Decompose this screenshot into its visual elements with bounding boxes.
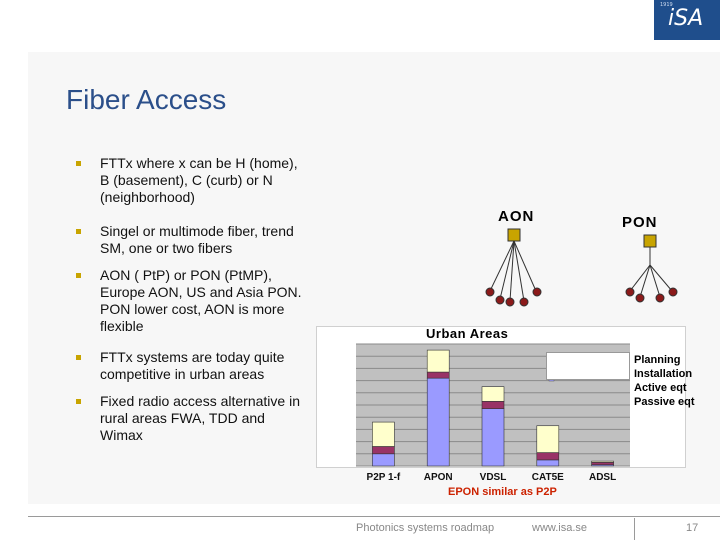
- bullet-text: FTTx where x can be H (home), B (basement), C (curb) or N (neighborhood): [100, 155, 298, 205]
- logo-text: iSA: [668, 6, 704, 31]
- bar-segment-active-eqt: [372, 446, 394, 453]
- bar-segment-installation: [537, 426, 559, 453]
- bar-segment-active-eqt: [482, 401, 504, 408]
- legend-box: [546, 352, 630, 380]
- bar-segment-installation: [427, 350, 449, 372]
- footer-url: www.isa.se: [532, 522, 588, 534]
- x-tick-label: VDSL: [479, 472, 507, 483]
- bar-segment-active-eqt: [537, 453, 559, 460]
- bar-segment-installation: [482, 387, 504, 402]
- chart-caption: EPON similar as P2P: [448, 486, 557, 498]
- slide-title: Fiber Access: [66, 84, 227, 115]
- legend-label-planning: Planning: [634, 354, 681, 366]
- x-tick-label: CAT5E: [531, 472, 564, 483]
- footer-divider: [634, 518, 635, 540]
- bar-segment-passive-eqt: [427, 378, 449, 466]
- bar-segment-passive-eqt: [482, 409, 504, 466]
- pon-label: PON: [622, 214, 658, 231]
- chart-title: Urban Areas: [426, 326, 509, 341]
- bullet-text: Fixed radio access alternative in rural areas FWA, TDD and Wimax: [100, 393, 300, 443]
- x-tick-label: P2P 1-f: [366, 472, 401, 483]
- bar-segment-installation: [372, 422, 394, 446]
- page-number: 17: [686, 522, 699, 534]
- x-tick-label: APON: [423, 472, 453, 483]
- legend-label-active: Active eqt: [634, 382, 687, 394]
- bullet-text: Singel or multimode fiber, trend SM, one or two fibers: [100, 223, 294, 256]
- footer-title: Photonics systems roadmap: [356, 522, 495, 534]
- bar-segment-installation: [592, 461, 614, 462]
- bar-segment-active-eqt: [592, 462, 614, 464]
- bar-segment-active-eqt: [427, 372, 449, 378]
- bar-segment-passive-eqt: [372, 454, 394, 466]
- bar-segment-passive-eqt: [537, 460, 559, 466]
- legend-label-installation: Installation: [634, 368, 693, 380]
- logo-year: 1919: [660, 2, 673, 8]
- x-tick-label: ADSL: [588, 472, 617, 483]
- bullet-text: FTTx systems are today quite competitive in urban areas: [100, 349, 285, 382]
- aon-label: AON: [498, 208, 535, 225]
- footer-rule: [28, 516, 720, 517]
- legend-label-passive: Passive eqt: [634, 396, 695, 408]
- bullet-text: AON ( PtP) or PON (PtMP), Europe AON, US and Asia PON. PON lower cost, AON is more flexible: [100, 267, 302, 334]
